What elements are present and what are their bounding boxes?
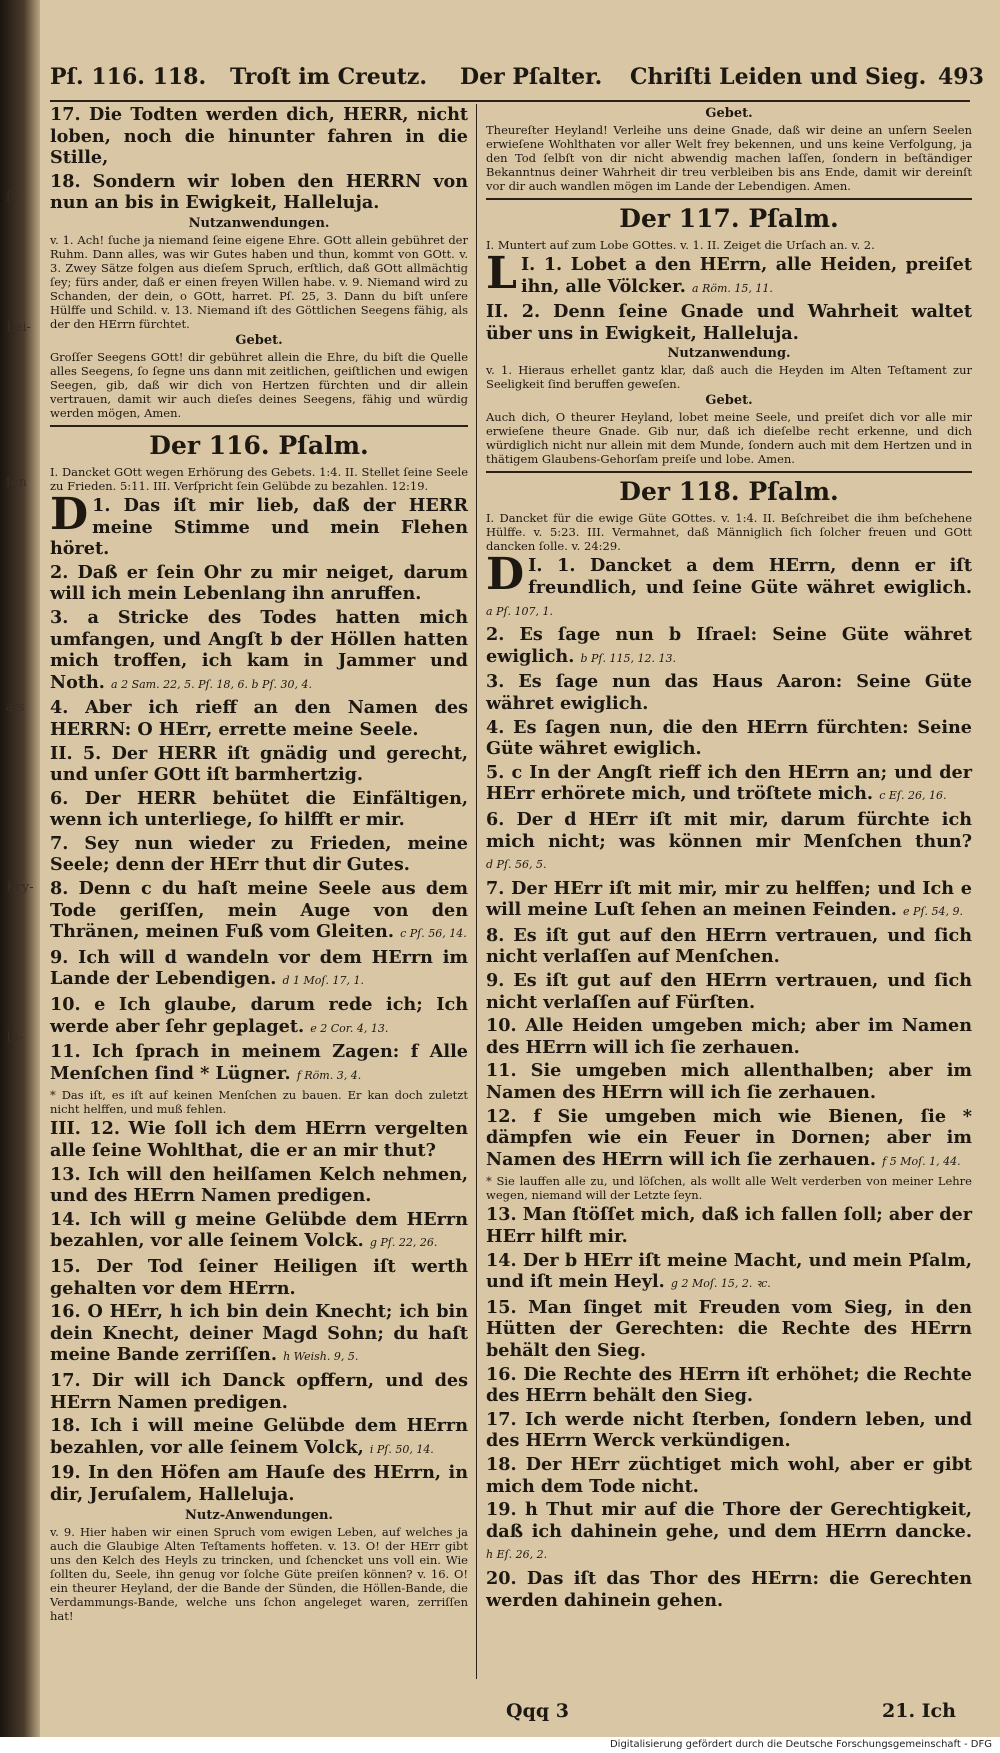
- header-topic-right: Chriſti Leiden und Sieg.: [630, 64, 927, 90]
- verse: [486, 717, 972, 760]
- nutz-anwendungen-heading: Nutz-Anwendungen.: [185, 1507, 333, 1523]
- gutter-fragment: ſe: [6, 190, 19, 205]
- cross-reference: e Pſ. 54, 9.: [903, 905, 964, 919]
- gebet-heading-right: Gebet.: [705, 106, 753, 121]
- cross-reference: c Pſ. 56, 14.: [400, 927, 467, 941]
- verse-text: 16. O HErr, h ich bin dein Knecht; ich bin dein Knecht, deiner Magd Sohn; du haſt meine Bande zerriſſen.: [50, 1301, 468, 1366]
- verse-text: 2. Daß er ſein Ohr zu mir neiget, darum will ich mein Lebenlang ihn anruffen.: [50, 561, 468, 605]
- psalm-115-ending: [50, 104, 468, 214]
- psalm-118-title: Der 118. Pſalm.: [619, 477, 839, 507]
- cross-reference: a Pſ. 107, 1.: [486, 604, 554, 618]
- verse-text: 5. c In der Angſt rieff ich den HErrn an; und der HErr erhörete mich, und tröſtete mich.: [486, 761, 972, 805]
- verse: [50, 697, 468, 740]
- header-topic-left: Troſt im Creutz.: [230, 64, 428, 90]
- binding-gutter: [0, 0, 40, 1753]
- verse: [50, 1118, 468, 1161]
- verse-text: 6. Der HERR behütet die Einfältigen, wenn ich unterliege, ſo hilfft er mir.: [50, 787, 468, 831]
- gutter-fragment: Lei-: [6, 320, 31, 335]
- verse: [50, 994, 468, 1039]
- psalm-116-title: Der 116. Pſalm.: [149, 430, 369, 460]
- verse-text: III. 12. Wie ſoll ich dem HErrn vergelten alle ſeine Wohlthat, die er an mir thut?: [50, 1118, 468, 1161]
- verse-text: 18. Der HErr züchtiget mich wohl, aber er gibt mich dem Tode nicht.: [486, 1453, 972, 1497]
- header-book-title: Der Pſalter.: [460, 64, 603, 90]
- left-column: [50, 104, 468, 1679]
- verse: [50, 607, 468, 695]
- gebet-text: Groſſer Seegens GOtt! dir gebühret allein die Ehre, du biſt die Quelle alles Seegens, ſo ſegne uns dann mit zeitlichen, geiſtlichen und ewigen Seegen, gib, daß wir dich von Hertzen fürchten und dir allein vertrauen, damit wir auch dieſes deines Seegens, fähig und würdig werden mögen, Amen.: [50, 349, 468, 420]
- verse: [50, 562, 468, 605]
- verse: [50, 1164, 468, 1207]
- verse-text: 12. f Sie umgeben mich wie Bienen, ſie * dämpfen wie ein Feuer in Dornen; aber im Namen des HErrn will ich ſie zerhauen.: [486, 1105, 972, 1170]
- verse-text: 11. Sie umgeben mich allenthalben; aber im Namen des HErrn will ich ſie zerhauen.: [486, 1060, 972, 1104]
- verse: [486, 1204, 972, 1247]
- verse-text: 7. Der HErr iſt mit mir, mir zu helffen; und Ich e will meine Luſt ſehen an meinen Feinden.: [486, 877, 972, 921]
- verse-text: 2. Es ſage nun b Iſrael: Seine Güte währet ewiglich.: [486, 624, 972, 667]
- verse: [486, 1409, 972, 1452]
- verse: [486, 1250, 972, 1295]
- verse-text: 20. Das iſt das Thor des HErrn: die Gerechten werden dahinein gehen.: [486, 1567, 972, 1611]
- cross-reference: e 2 Cor. 4, 13.: [310, 1021, 389, 1035]
- verse: [50, 878, 468, 945]
- drop-cap: L: [486, 248, 517, 299]
- psalm-117-summary: I. Muntert auf zum Lobe GOttes. v. 1. II. Zeiget die Urſach an. v. 2.: [486, 238, 875, 252]
- cross-reference: a 2 Sam. 22, 5. Pſ. 18, 6. b Pſ. 30, 4.: [111, 677, 313, 691]
- header-rule: [50, 100, 970, 102]
- right-column: [486, 104, 972, 1679]
- verse: [486, 1106, 972, 1173]
- gutter-fragment: als: [6, 700, 25, 715]
- verse-text: 6. Der d HErr iſt mit mir, darum fürchte ich mich nicht; was können mir Menſchen thun?: [486, 808, 972, 852]
- verse-text: I. 1. Lobet a den HErrn, alle Heiden, preiſet ihn, alle Völcker.: [520, 254, 972, 297]
- verse-text: I. 1. Dancket a dem HErrn, denn er iſt freundlich, und ſeine Güte währet ewiglich.: [528, 555, 972, 598]
- verse-text: 9. Ich will d wandeln vor dem HErrn im Lande der Lebendigen.: [50, 946, 468, 990]
- psalm-117-verses: [486, 248, 972, 344]
- verse-text: II. 5. Der HERR iſt gnädig und gerecht, und unſer GOtt iſt barmhertzig.: [50, 742, 468, 786]
- verse-text: 13. Ich will den heilſamen Kelch nehmen, und des HErrn Namen predigen.: [50, 1163, 468, 1207]
- verse: [50, 788, 468, 831]
- verse: [486, 1297, 972, 1362]
- verse-text: 9. Es iſt gut auf den HErrn vertrauen, und ſich nicht verlaſſen auf Fürſten.: [486, 970, 972, 1013]
- cross-reference: f 5 Moſ. 1, 44.: [882, 1154, 961, 1168]
- verse-text: 15. Man ſinget mit Freuden vom Sieg, in den Hütten der Gerechten: die Rechte des HErrn behält den Sieg.: [486, 1296, 972, 1361]
- cross-reference: i Pſ. 50, 14.: [369, 1442, 434, 1456]
- verse: [50, 1415, 468, 1460]
- verse-text: 10. Alle Heiden umgeben mich; aber im Namen des HErrn will ich ſie zerhauen.: [486, 1015, 972, 1058]
- verse: [50, 1041, 468, 1086]
- verse: [486, 809, 972, 876]
- verse-text: 11. Ich ſprach in meinem Zagen: f Alle Menſchen ſind * Lügner.: [50, 1041, 468, 1084]
- signature-mark: Qqq 3: [506, 1700, 569, 1722]
- verse-text: 17. Dir will ich Danck opffern, und des HErrn Namen predigen.: [50, 1369, 468, 1413]
- verse-text: 4. Aber ich rieff an den Namen des HERRN: O HErr, errette meine Seele.: [50, 697, 468, 740]
- gebet-heading: Gebet.: [235, 332, 283, 348]
- nutzanwendungen-heading: Nutzanwendungen.: [188, 215, 330, 231]
- nutz-anwendungen-text: v. 9. Hier haben wir einen Spruch vom ewigen Leben, auf welches ja auch die Glaubige Alten Teſtaments hoffeten. v. 13. O! der HErr gibt uns den Kelch des Heyls zu trincken, und ſchencket uns voll ein. Wie ſollten du, Seele, ihn genug vor ſolche Güte preiſen können? v. 16. O! ein theurer Heyland, der die Bande der Sünden, die Höllen-Bande, die Verdammungs-Bande, welche uns ſchon angeleget waren, zerriſſen hat!: [50, 1524, 468, 1623]
- verse: 18. Sondern wir loben den HERRN von nun an bis in Ewigkeit, Halleluja.: [50, 170, 468, 214]
- verse: [50, 743, 468, 786]
- cross-reference: h Weish. 9, 5.: [283, 1350, 359, 1364]
- verse-text: 19. h Thut mir auf die Thore der Gerechtigkeit, daß ich dahinein gehe, und dem HErrn dancke.: [486, 1499, 972, 1542]
- verse: [486, 1364, 972, 1407]
- digitization-credit: [0, 1737, 1000, 1753]
- verse: [486, 1454, 972, 1497]
- verse-text: 7. Sey nun wieder zu Frieden, meine Seele; denn der HErr thut dir Gutes.: [50, 832, 468, 876]
- verse: [50, 833, 468, 876]
- verse: [486, 624, 972, 669]
- verse: [50, 1370, 468, 1413]
- drop-cap: D: [50, 488, 89, 540]
- section-rule: [486, 471, 972, 473]
- psalm-116-verses: [50, 488, 468, 1086]
- verse-text: 3. Es ſage nun das Haus Aaron: Seine Güte währet ewiglich.: [486, 671, 972, 714]
- verse: [50, 947, 468, 992]
- verse-text: 19. In den Höfen am Hauſe des HErrn, in dir, Jeruſalem, Halleluja.: [50, 1462, 468, 1505]
- footnote-bienen: * Sie lauffen alle zu, und löſchen, als wollt alle Welt verderben von meiner Lehre wegen, niemand will der Letzte ſeyn.: [486, 1174, 972, 1203]
- verse-text: 10. e Ich glaube, darum rede ich; Ich werde aber ſehr geplaget.: [50, 994, 468, 1037]
- credit-text: Digitalisierung gefördert durch die Deutsche Forschungsgemeinschaft - DFG: [609, 1739, 992, 1750]
- verse: [50, 1301, 468, 1368]
- verse: [486, 248, 972, 299]
- psalm-118-summary: I. Dancket für die ewige Güte GOttes. v. 1:4. II. Beſchreibet die ihm beſchehene Hülffe. v. 5:23. III. Vermahnet, daß Männiglich ſich ſolcher freuen und GOtt dancken ſolle. v. 24:29.: [486, 511, 972, 554]
- psalm-117-title: Der 117. Pſalm.: [619, 204, 839, 233]
- verse: 17. Die Todten werden dich, HERR, nicht loben, noch die hinunter fahren in die Stille,: [50, 104, 468, 169]
- cross-reference: h Eſ. 26, 2.: [486, 1548, 548, 1562]
- cross-reference: c Eſ. 26, 16.: [879, 789, 947, 803]
- gutter-fragment: Kry-: [6, 880, 34, 895]
- psalm-116-verses-continued: [50, 1118, 468, 1505]
- cross-reference: f Röm. 3, 4.: [296, 1068, 362, 1082]
- section-rule: [486, 198, 972, 200]
- gutter-fragment: Io-: [6, 1030, 24, 1045]
- gutter-fragment: ſen: [6, 475, 27, 490]
- column-divider: [476, 104, 477, 1679]
- verse-text: 16. Die Rechte des HErrn iſt erhöhet; die Rechte des HErrn behält den Sieg.: [486, 1363, 972, 1407]
- cross-reference: a Röm. 15, 11.: [692, 281, 773, 295]
- catchword: 21. Ich: [882, 1700, 956, 1722]
- gebet2-text: Auch dich, O theurer Heyland, lobet meine Seele, und preiſet dich vor alle mir erwieſene theure Gnade. Gib nur, daß ich dieſelbe recht erkenne, und dich würdiglich nicht nur allein mit dem Munde, ſondern auch mit dem Hertzen und in thätigem Glaubens-Gehorſam preiſe und lobe. Amen.: [486, 410, 972, 467]
- verse-text: 1. Das iſt mir lieb, daß der HERR meine Stimme und mein Flehen höret.: [50, 494, 468, 560]
- verse: [486, 671, 972, 714]
- verse-text: 14. Der b HErr iſt meine Macht, und mein Pſalm, und iſt mein Heyl.: [486, 1249, 972, 1293]
- drop-cap: D: [486, 549, 525, 601]
- verse: [486, 1499, 972, 1566]
- psalm-118-verses-continued: [486, 1204, 972, 1611]
- psalm-116-summary: I. Dancket GOtt wegen Erhörung des Gebets. 1:4. II. Stellet ſeine Seele zu Frieden. 5:11. III. Verſpricht ſein Gelübde zu bezahlen. 12:19.: [50, 464, 468, 493]
- verse: [486, 970, 972, 1013]
- cross-reference: g 2 Moſ. 15, 2. ꝛc.: [670, 1277, 771, 1291]
- nutzanwendung-text: v. 1. Hieraus erhellet gantz klar, daß auch die Heyden im Alten Teſtament zur Seeligkeit ſind beruffen geweſen.: [486, 363, 972, 392]
- cross-reference: g Pſ. 22, 26.: [369, 1236, 438, 1250]
- verse: [486, 1060, 972, 1103]
- nutzanwendung-heading: Nutzanwendung.: [667, 346, 791, 362]
- verse-text: 14. Ich will g meine Gelübde dem HErrn bezahlen, vor alle ſeinem Volck.: [50, 1208, 468, 1252]
- verse: [50, 1209, 468, 1254]
- verse-text: II. 2. Denn ſeine Gnade und Wahrheit waltet über uns in Ewigkeit, Halleluja.: [486, 301, 972, 344]
- verse: [486, 549, 972, 622]
- verse: [50, 1256, 468, 1299]
- verse: [486, 878, 972, 923]
- cross-reference: d Pſ. 56, 5.: [486, 858, 547, 872]
- running-header: [50, 58, 984, 98]
- section-rule: [50, 425, 468, 427]
- verse: [50, 1462, 468, 1505]
- cross-reference: d 1 Moſ. 17, 1.: [282, 974, 364, 988]
- verse-text: 8. Denn c du haſt meine Seele aus dem Tode geriſſen, mein Auge von den Thränen, meinen Fuß vom Gleiten.: [50, 878, 468, 943]
- psalm-118-verses: [486, 549, 972, 1172]
- verse-text: 3. a Stricke des Todes hatten mich umfangen, und Angſt b der Höllen hatten mich troffen, ich kam in Jammer und Noth.: [50, 606, 468, 693]
- header-psalm-range: Pſ. 116. 118.: [50, 64, 207, 90]
- verse-text: 18. Ich i will meine Gelübde dem HErrn bezahlen, vor alle ſeinem Volck,: [50, 1415, 468, 1458]
- footnote-lugner: * Das iſt, es iſt auf keinen Menſchen zu bauen. Er kan doch zuletzt nicht helffen, und muß fehlen.: [50, 1088, 468, 1117]
- verse-text: 15. Der Tod ſeiner Heiligen iſt werth gehalten vor dem HErrn.: [50, 1255, 468, 1299]
- verse: [486, 301, 972, 344]
- verse: [486, 1568, 972, 1611]
- gebet-text-right: Theureſter Heyland! Verleihe uns deine Gnade, daß wir deine an unſern Seelen erwieſene Wohlthaten vor aller Welt frey bekennen, und uns keine Verfolgung, ja den Tod ſelbſt von dir nicht abwendig machen laſſen, ſondern in beſtändiger Bekanntnus deiner Wahrheit dir treu verbleiben bis ans Ende, damit wir dereinſt vor dir auch wandlen mögen im Lande der Lebendigen. Amen.: [486, 123, 972, 193]
- verse: [486, 1015, 972, 1058]
- page-number: 493: [938, 64, 984, 90]
- verse-text: 13. Man ſtöſſet mich, daß ich fallen ſoll; aber der HErr hilft mir.: [486, 1204, 972, 1247]
- verse-text: 4. Es ſagen nun, die den HErrn fürchten: Seine Güte währet ewiglich.: [486, 716, 972, 760]
- verse: [486, 925, 972, 968]
- gebet2-heading: Gebet.: [705, 393, 753, 409]
- verse: [50, 488, 468, 560]
- verse-text: 8. Es iſt gut auf den HErrn vertrauen, und ſich nicht verlaſſen auf Menſchen.: [486, 924, 972, 968]
- verse: [486, 762, 972, 807]
- cross-reference: b Pſ. 115, 12. 13.: [580, 651, 676, 665]
- nutzanwendungen-text: v. 1. Ach! ſuche ja niemand ſeine eigene Ehre. GOtt allein gebühret der Ruhm. Dann alles, was wir Gutes haben und thun, kommt von GOtt. v. 3. Zwey Sätze folgen aus dieſem Spruch, erſtlich, daß GOtt allmächtig ſey; fürs ander, daß er einen freyen Willen habe. v. 9. Niemand wird zu Schanden, der dein, o GOtt, harret. Pſ. 25, 3. Dann du biſt unſere Hülffe und Schild. v. 13. Niemand iſt des Göttlichen Seegens fähig, als der den HErrn fürchtet.: [50, 232, 468, 331]
- verse-text: 17. Ich werde nicht ſterben, ſondern leben, und des HErrn Werck verkündigen.: [486, 1408, 972, 1452]
